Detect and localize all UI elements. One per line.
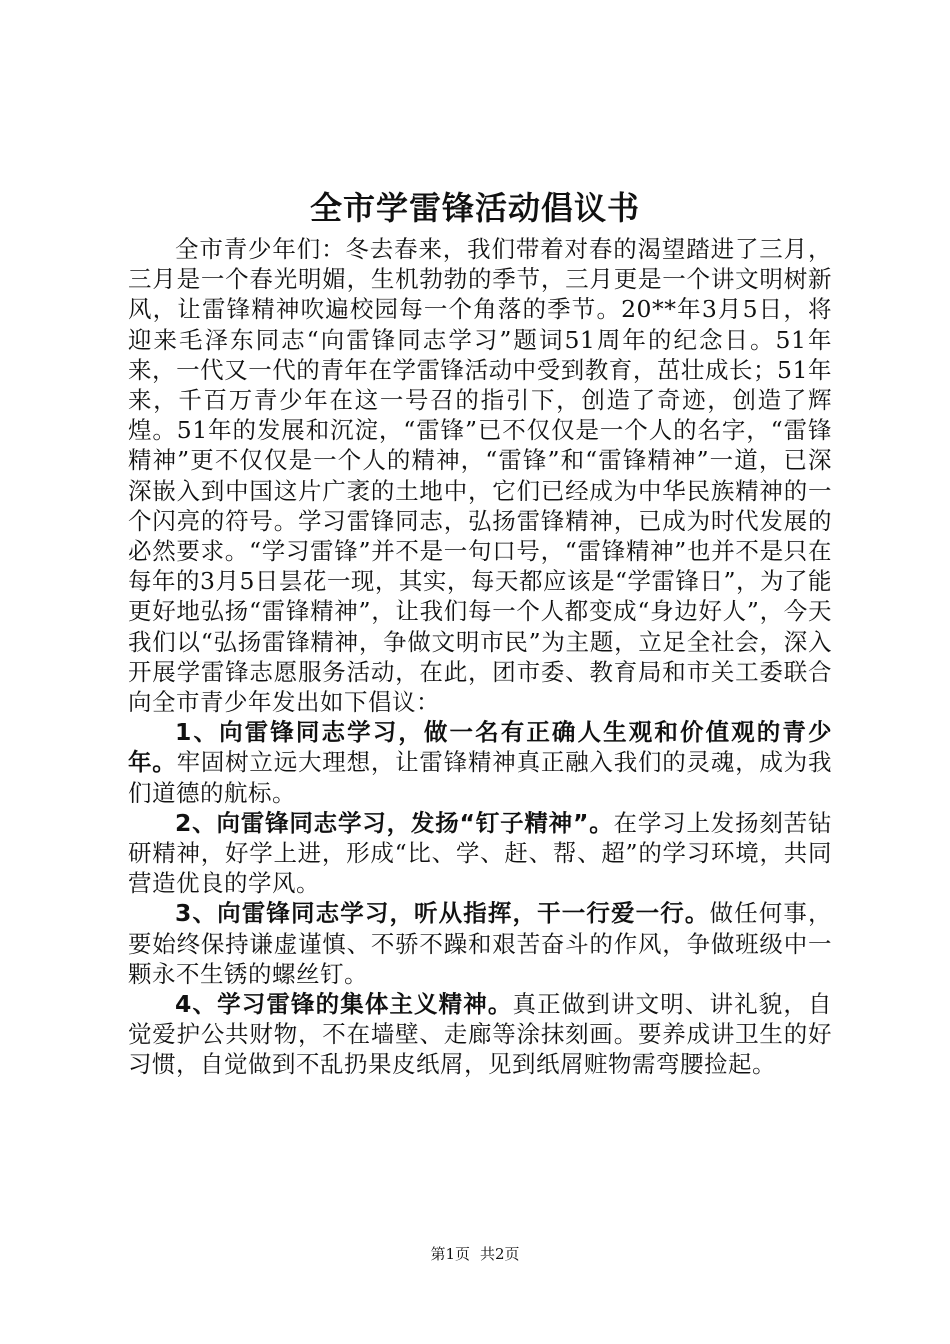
proposal-heading: 3、向雷锋同志学习，听从指挥，干一行爱一行。 xyxy=(175,899,710,928)
proposal-heading: 2、向雷锋同志学习，发扬“钉子精神”。 xyxy=(175,808,614,837)
proposal-text: 牢固树立远大理想，让雷锋精神真正融入我们的灵魂，成为我们道德的航标。 xyxy=(128,748,833,807)
proposal-item-2 xyxy=(128,808,832,899)
proposal-text: 在学习上发扬刻苦钻研精神，好学上进，形成“比、学、赶、帮、超”的学习环境，共同营造优良的学风。 xyxy=(128,808,832,898)
page-footer xyxy=(0,1244,950,1264)
document-body xyxy=(128,234,832,1080)
page-number-current: 第1页 xyxy=(430,1245,470,1263)
proposal-text: 做任何事，要始终保持谦虚谨慎、不骄不躁和艰苦奋斗的作风，争做班级中一颗永不生锈的螺丝钉。 xyxy=(128,899,832,988)
proposal-text: 真正做到讲文明、讲礼貌，自觉爱护公共财物，不在墙壁、走廊等涂抹刻画。要养成讲卫生的好习惯，自觉做到不乱扔果皮纸屑，见到纸屑赃物需弯腰捡起。 xyxy=(128,990,832,1079)
proposal-item-3 xyxy=(128,898,832,989)
proposal-item-4 xyxy=(128,989,832,1080)
proposal-item-1 xyxy=(128,717,832,808)
intro-paragraph: 全市青少年们：冬去春来，我们带着对春的渴望踏进了三月，三月是一个春光明媚，生机勃勃的季节，三月更是一个讲文明树新风，让雷锋精神吹遍校园每一个角落的季节。20**年3月5日，将迎来毛泽东同志“向雷锋同志学习”题词51周年的纪念日。51年来，一代又一代的青年在学雷锋活动中受到教育，茁壮成长；51年来，千百万青少年在这一号召的指引下，创造了奇迹，创造了辉煌。51年的发展和沉淀，“雷锋”已不仅仅是一个人的名字，“雷锋精神”更不仅仅是一个人的精神，“雷锋”和“雷锋精神”一道，已深深嵌入到中国这片广袤的土地中，它们已经成为中华民族精神的一个闪亮的符号。学习雷锋同志，弘扬雷锋精神，已成为时代发展的必然要求。“学习雷锋”并不是一句口号，“雷锋精神”也并不是只在每年的3月5日昙花一现，其实，每天都应该是“学雷锋日”，为了能更好地弘扬“雷锋精神”，让我们每一个人都变成“身边好人”，今天我们以“弘扬雷锋精神，争做文明市民”为主题，立足全社会，深入开展学雷锋志愿服务活动，在此，团市委、教育局和市关工委联合向全市青少年发出如下倡议： xyxy=(128,235,832,717)
page-number-total: 共2页 xyxy=(480,1245,520,1263)
proposal-heading: 4、学习雷锋的集体主义精神。 xyxy=(175,990,513,1019)
proposal-heading: 1、向雷锋同志学习，做一名有正确人生观和价值观的青少年。 xyxy=(128,718,832,777)
document-title: 全市学雷锋活动倡议书 xyxy=(309,189,640,227)
